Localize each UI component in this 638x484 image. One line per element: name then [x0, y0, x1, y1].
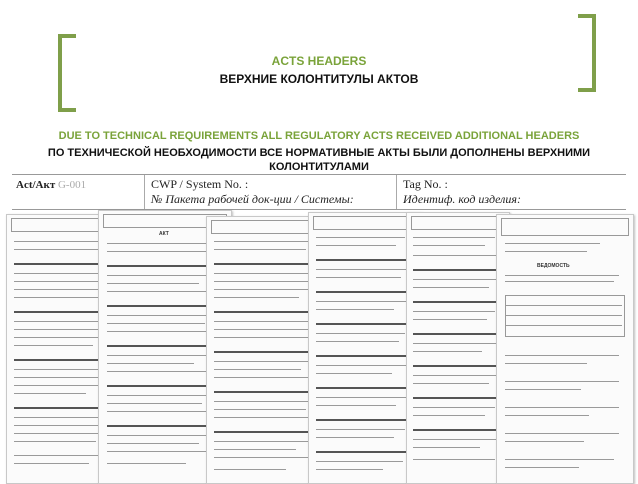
- document-thumbnail: [308, 212, 422, 484]
- act-header-strip: [12, 174, 626, 210]
- note-en: DUE TO TECHNICAL REQUIREMENTS ALL REGULATORY ACTS RECEIVED ADDITIONAL HEADERS: [58, 130, 580, 142]
- slide-title-en: ACTS HEADERS: [271, 54, 367, 68]
- tag-label-ru: Идентиф. код изделия:: [403, 192, 521, 206]
- doc-heading: АКТ: [159, 231, 169, 237]
- act-label: Act/Акт: [16, 179, 56, 191]
- act-id-cell: [12, 175, 132, 209]
- document-thumbnail: [496, 214, 634, 484]
- document-thumbnail: [406, 212, 510, 484]
- act-code: G-001: [57, 179, 87, 191]
- note-ru: ПО ТЕХНИЧЕСКОЙ НЕОБХОДИМОСТИ ВСЕ НОРМАТИВНЫЕ АКТЫ БЫЛИ ДОПОЛНЕНЫ ВЕРХНИМИ КОЛОНТИТУЛАМИ: [47, 147, 591, 173]
- tag-label: Tag No. :: [403, 177, 448, 191]
- cwp-label-ru: № Пакета рабочей док-ции / Системы:: [151, 192, 354, 206]
- tag-cell: [396, 175, 626, 209]
- document-thumbnails: [0, 210, 638, 479]
- cwp-label: CWP / System No. :: [151, 177, 249, 191]
- slide-title-ru: ВЕРХНИЕ КОЛОНТИТУЛЫ АКТОВ: [219, 72, 419, 86]
- cwp-cell: [144, 175, 394, 209]
- doc-heading: ВЕДОМОСТЬ: [537, 263, 570, 269]
